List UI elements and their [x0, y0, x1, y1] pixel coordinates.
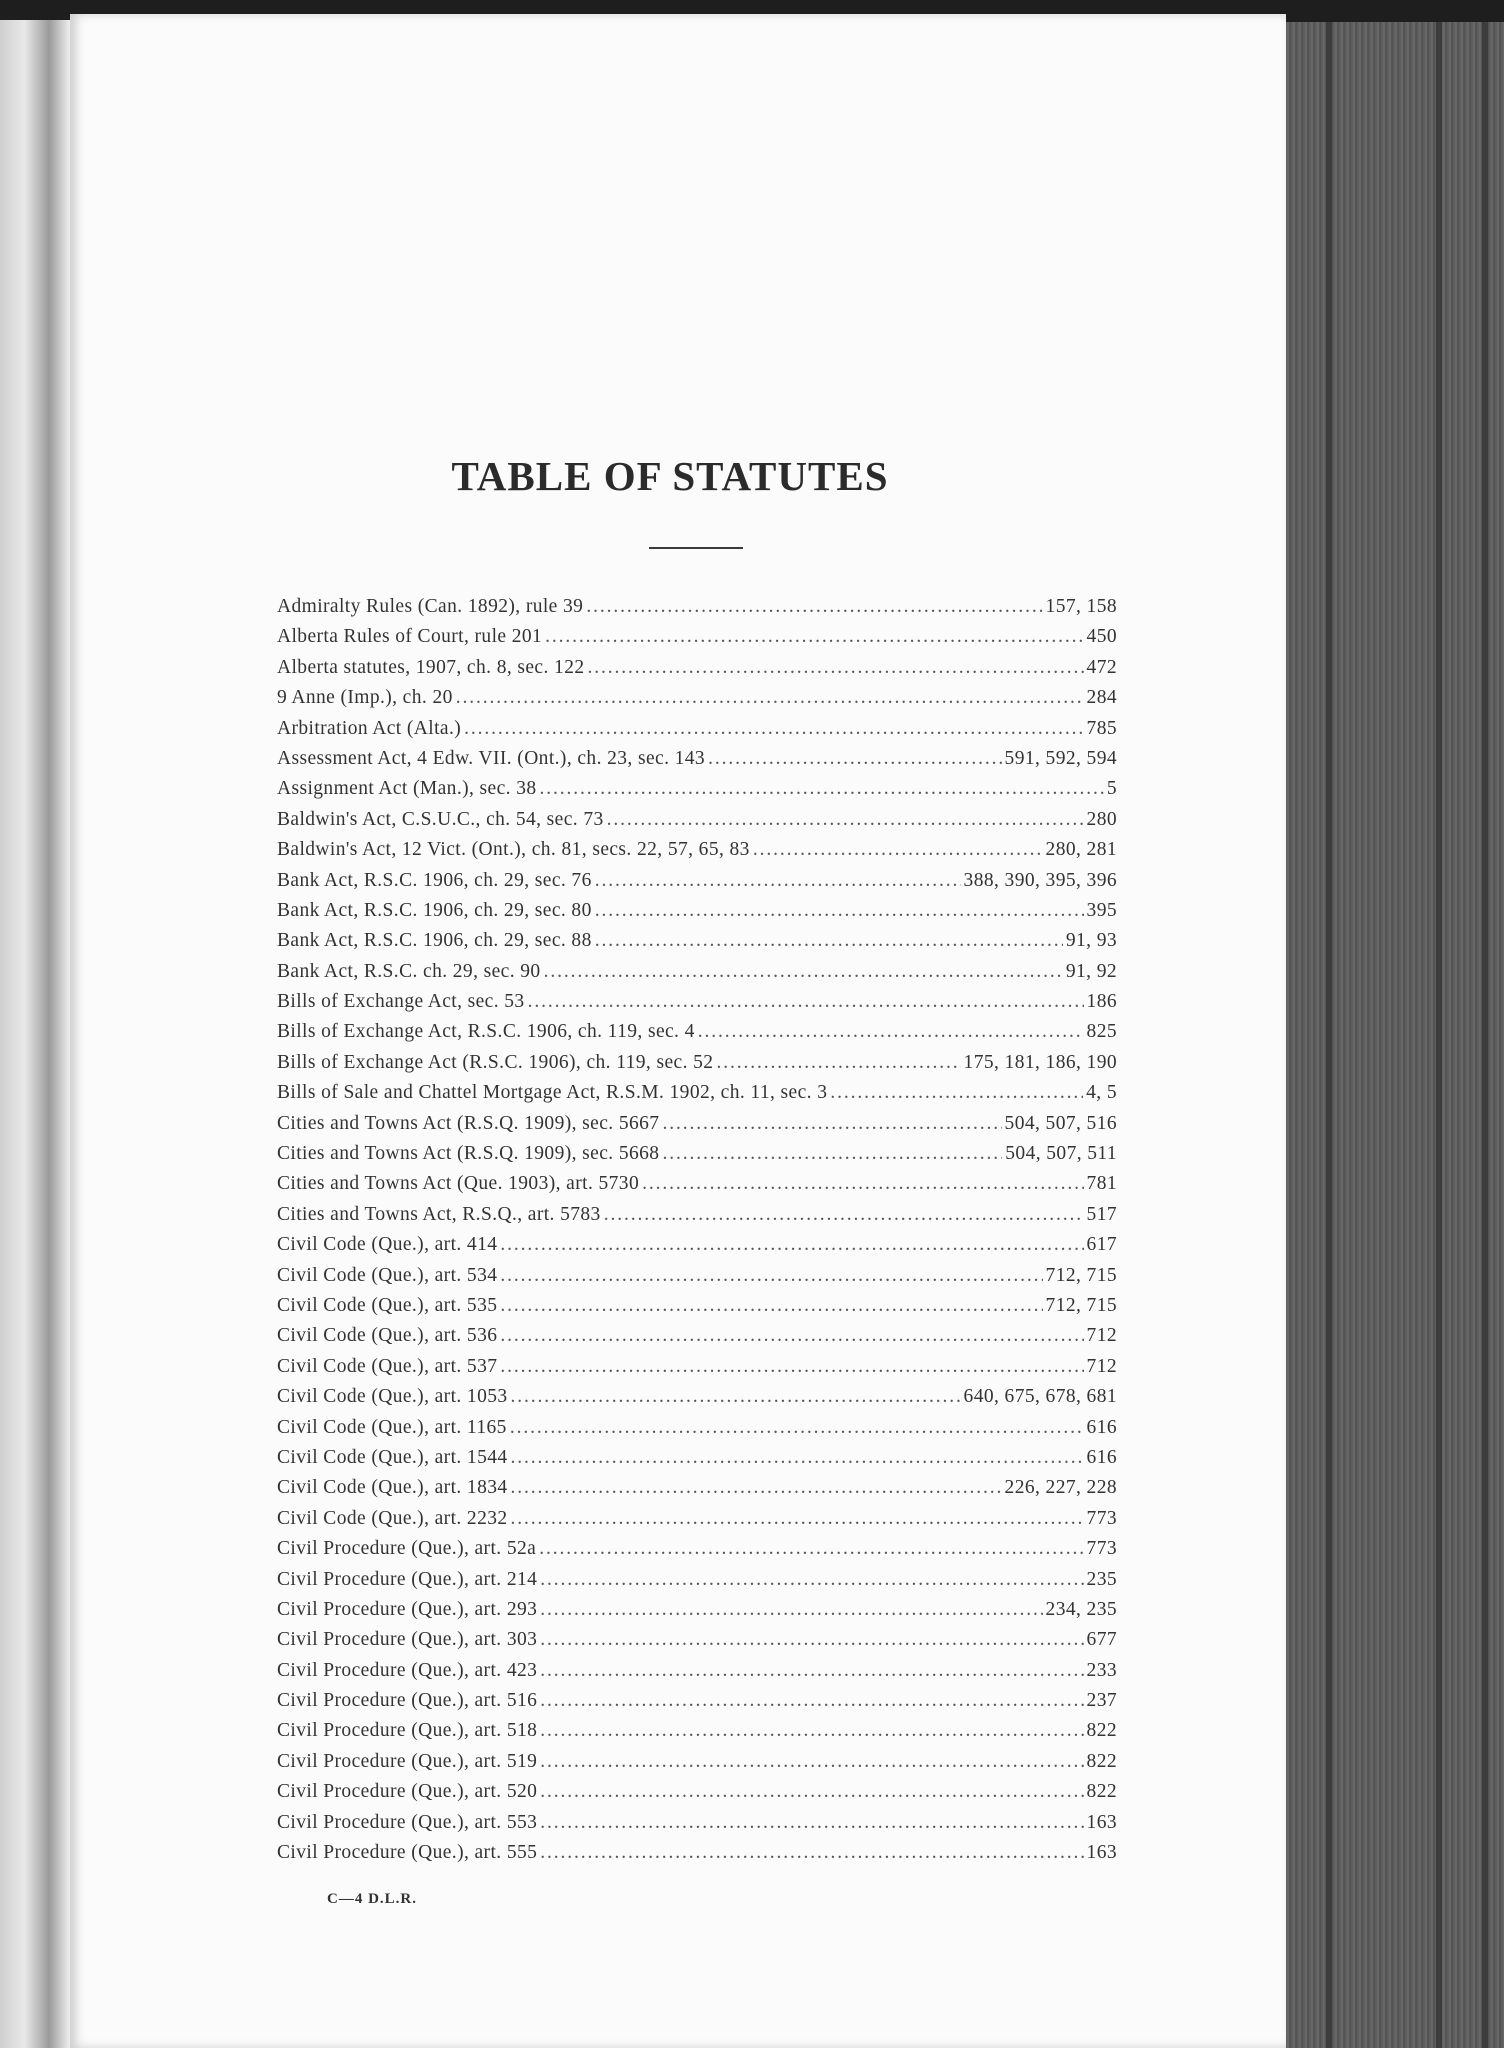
statute-entry: [277, 1109, 1117, 1139]
page-references: 237: [1086, 1690, 1117, 1712]
page-title: TABLE OF STATUTES: [451, 453, 889, 499]
page-references: 157, 158: [1045, 596, 1117, 617]
statute-name: Bills of Exchange Act, sec. 53: [277, 991, 525, 1013]
statute-name: Bank Act, R.S.C. 1906, ch. 29, sec. 80: [277, 899, 592, 921]
statute-name: Bills of Exchange Act (R.S.C. 1906), ch. 119, sec. 52: [277, 1051, 714, 1073]
statute-name: Civil Code (Que.), art. 1834: [277, 1477, 508, 1499]
dot-leader: [500, 1261, 1042, 1291]
dot-leader: [540, 1777, 1083, 1807]
dot-leader: [528, 987, 1084, 1017]
dot-leader: [511, 1443, 1084, 1473]
statute-name: Civil Procedure (Que.), art. 520: [277, 1781, 538, 1803]
statute-entry: [277, 1413, 1117, 1443]
dot-leader: [588, 653, 1084, 683]
title-rule: [649, 547, 743, 549]
page-references: 517: [1086, 1203, 1117, 1225]
page-references: 4, 5: [1086, 1082, 1117, 1104]
page-references: 781: [1086, 1173, 1117, 1195]
statute-name: Alberta Rules of Court, rule 201: [277, 626, 543, 648]
statute-entry: [277, 835, 1117, 865]
dot-leader: [604, 1200, 1084, 1230]
statute-name: Civil Procedure (Que.), art. 519: [277, 1750, 538, 1772]
page-references: 640, 675, 678, 681: [963, 1386, 1117, 1408]
statute-name: Cities and Towns Act (Que. 1903), art. 5730: [277, 1173, 640, 1195]
page-references: 284: [1086, 687, 1117, 709]
statute-entry: [277, 622, 1117, 652]
statute-entry: [277, 926, 1117, 956]
statute-entry: [277, 1078, 1117, 1108]
page-references: 395: [1086, 899, 1117, 921]
page-references: 472: [1086, 656, 1117, 678]
statute-name: Alberta statutes, 1907, ch. 8, sec. 122: [277, 656, 585, 678]
page-references: 712, 715: [1045, 1294, 1117, 1316]
statute-name: Baldwin's Act, 12 Vict. (Ont.), ch. 81, secs. 22, 57, 65, 83: [277, 839, 750, 861]
dot-leader: [595, 926, 1063, 956]
dot-leader: [539, 1534, 1083, 1564]
page-references: 785: [1086, 717, 1117, 739]
dot-leader: [510, 1413, 1084, 1443]
statute-name: Civil Code (Que.), art. 1544: [277, 1446, 508, 1468]
page-references: 822: [1086, 1720, 1117, 1742]
statute-name: Civil Procedure (Que.), art. 516: [277, 1690, 538, 1712]
dot-leader: [698, 1017, 1084, 1047]
statute-name: Arbitration Act (Alta.): [277, 717, 462, 739]
dot-leader: [544, 957, 1063, 987]
page-references: 712, 715: [1045, 1264, 1117, 1286]
statute-name: Civil Code (Que.), art. 1165: [277, 1416, 507, 1438]
statute-entry: [277, 1534, 1117, 1564]
page-references: 91, 93: [1065, 930, 1117, 952]
statute-entry: [277, 653, 1117, 683]
dot-leader: [540, 1595, 1042, 1625]
statute-name: Civil Procedure (Que.), art. 553: [277, 1811, 538, 1833]
page-references: 186: [1086, 991, 1117, 1013]
statute-entry: [277, 1382, 1117, 1412]
page-references: 825: [1086, 1021, 1117, 1043]
statute-name: Civil Code (Que.), art. 535: [277, 1294, 498, 1316]
page-references: 617: [1086, 1234, 1117, 1256]
statute-entry: [277, 714, 1117, 744]
page-references: 616: [1086, 1446, 1117, 1468]
statute-entry: [277, 683, 1117, 713]
statute-entry: [277, 1595, 1117, 1625]
statute-name: Assessment Act, 4 Edw. VII. (Ont.), ch. 23, sec. 143: [277, 747, 706, 769]
statute-list: [277, 592, 1117, 1868]
statute-name: Admiralty Rules (Can. 1892), rule 39: [277, 596, 584, 617]
dot-leader: [500, 1352, 1083, 1382]
dot-leader: [511, 1473, 1002, 1503]
page-references: 504, 507, 511: [1005, 1143, 1117, 1165]
statute-name: 9 Anne (Imp.), ch. 20: [277, 687, 453, 709]
statute-name: Civil Procedure (Que.), art. 214: [277, 1568, 538, 1590]
dot-leader: [511, 1504, 1084, 1534]
dot-leader: [540, 774, 1104, 804]
dot-leader: [500, 1230, 1083, 1260]
statute-entry: [277, 1017, 1117, 1047]
left-page-edge: [0, 20, 70, 2048]
dot-leader: [642, 1169, 1083, 1199]
dot-leader: [662, 1139, 1002, 1169]
page-references: 591, 592, 594: [1004, 747, 1117, 769]
page-references: 388, 390, 395, 396: [963, 869, 1117, 891]
page-references: 822: [1086, 1781, 1117, 1803]
statute-entry: [277, 805, 1117, 835]
statute-entry: [277, 1352, 1117, 1382]
page-references: 712: [1086, 1325, 1117, 1347]
statute-entry: [277, 1625, 1117, 1655]
dot-leader: [662, 1109, 1001, 1139]
statute-name: Assignment Act (Man.), sec. 38: [277, 778, 537, 800]
dot-leader: [830, 1078, 1083, 1108]
statute-name: Cities and Towns Act, R.S.Q., art. 5783: [277, 1203, 601, 1225]
dot-leader: [540, 1565, 1083, 1595]
dot-leader: [540, 1838, 1083, 1868]
page-references: 235: [1086, 1568, 1117, 1590]
statute-entry: [277, 1321, 1117, 1351]
statute-name: Civil Code (Que.), art. 534: [277, 1264, 498, 1286]
statute-entry: [277, 1291, 1117, 1321]
statute-entry: [277, 1504, 1117, 1534]
dot-leader: [540, 1747, 1083, 1777]
page-references: 280, 281: [1045, 839, 1117, 861]
statute-entry: [277, 866, 1117, 896]
statute-name: Civil Code (Que.), art. 414: [277, 1234, 498, 1256]
statute-entry: [277, 744, 1117, 774]
statute-entry: [277, 1048, 1117, 1078]
page-references: 234, 235: [1045, 1598, 1117, 1620]
dot-leader: [545, 622, 1083, 652]
dot-leader: [595, 866, 961, 896]
statute-name: Civil Procedure (Que.), art. 518: [277, 1720, 538, 1742]
page-references: 616: [1086, 1416, 1117, 1438]
statute-entry: [277, 1200, 1117, 1230]
statute-entry: [277, 1777, 1117, 1807]
dot-leader: [753, 835, 1043, 865]
statute-entry: [277, 896, 1117, 926]
page-references: 175, 181, 186, 190: [963, 1051, 1117, 1073]
page-references: 280: [1086, 808, 1117, 830]
dot-leader: [464, 714, 1083, 744]
page-references: 233: [1086, 1659, 1117, 1681]
page-references: 773: [1086, 1538, 1117, 1560]
page-references: 91, 92: [1065, 960, 1117, 982]
dot-leader: [540, 1716, 1083, 1746]
statute-entry: [277, 1230, 1117, 1260]
statute-name: Civil Procedure (Que.), art. 423: [277, 1659, 538, 1681]
statute-entry: [277, 1747, 1117, 1777]
dot-leader: [540, 1656, 1083, 1686]
statute-name: Civil Procedure (Que.), art. 303: [277, 1629, 538, 1651]
statute-entry: [277, 1716, 1117, 1746]
page-references: 163: [1086, 1842, 1117, 1864]
statute-entry: [277, 1656, 1117, 1686]
statute-name: Civil Code (Que.), art. 536: [277, 1325, 498, 1347]
statute-entry: [277, 957, 1117, 987]
dot-leader: [500, 1321, 1083, 1351]
dot-leader: [586, 592, 1042, 622]
statute-entry: [277, 1261, 1117, 1291]
statute-entry: [277, 774, 1117, 804]
dot-leader: [456, 683, 1084, 713]
statute-entry: [277, 1473, 1117, 1503]
statute-name: Bank Act, R.S.C. 1906, ch. 29, sec. 88: [277, 930, 592, 952]
page-references: 5: [1106, 778, 1117, 800]
statute-name: Civil Procedure (Que.), art. 52a: [277, 1538, 537, 1560]
statute-name: Civil Code (Que.), art. 537: [277, 1355, 498, 1377]
page-references: 450: [1086, 626, 1117, 648]
statute-name: Civil Procedure (Que.), art. 293: [277, 1598, 538, 1620]
statute-entry: [277, 1808, 1117, 1838]
statute-name: Civil Procedure (Que.), art. 555: [277, 1842, 538, 1864]
dot-leader: [511, 1382, 961, 1412]
page-references: 822: [1086, 1750, 1117, 1772]
dot-leader: [595, 896, 1084, 926]
dot-leader: [708, 744, 1001, 774]
dot-leader: [607, 805, 1084, 835]
page-stack-edge: [1286, 22, 1504, 2048]
statute-entry: [277, 1443, 1117, 1473]
statute-name: Cities and Towns Act (R.S.Q. 1909), sec. 5668: [277, 1143, 660, 1165]
statute-name: Bills of Exchange Act, R.S.C. 1906, ch. 119, sec. 4: [277, 1021, 695, 1043]
statute-entry: [277, 592, 1117, 622]
statute-name: Bank Act, R.S.C. 1906, ch. 29, sec. 76: [277, 869, 592, 891]
statute-entry: [277, 1565, 1117, 1595]
dot-leader: [540, 1625, 1083, 1655]
statute-entry: [277, 1686, 1117, 1716]
signature-mark: C—4 D.L.R.: [327, 1891, 418, 1907]
statute-name: Bank Act, R.S.C. ch. 29, sec. 90: [277, 960, 541, 982]
dot-leader: [540, 1686, 1083, 1716]
statute-name: Civil Code (Que.), art. 1053: [277, 1386, 508, 1408]
statute-name: Bills of Sale and Chattel Mortgage Act, R.S.M. 1902, ch. 11, sec. 3: [277, 1082, 828, 1104]
page-references: 226, 227, 228: [1004, 1477, 1117, 1499]
page-references: 677: [1086, 1629, 1117, 1651]
dot-leader: [500, 1291, 1042, 1321]
statute-entry: [277, 1169, 1117, 1199]
statute-name: Baldwin's Act, C.S.U.C., ch. 54, sec. 73: [277, 808, 604, 830]
statute-entry: [277, 987, 1117, 1017]
statute-entry: [277, 1838, 1117, 1868]
page-references: 773: [1086, 1507, 1117, 1529]
page-references: 504, 507, 516: [1004, 1112, 1117, 1134]
dot-leader: [540, 1808, 1083, 1838]
dot-leader: [716, 1048, 960, 1078]
statute-name: Civil Code (Que.), art. 2232: [277, 1507, 508, 1529]
statute-name: Cities and Towns Act (R.S.Q. 1909), sec. 5667: [277, 1112, 660, 1134]
page-references: 163: [1086, 1811, 1117, 1833]
page-references: 712: [1086, 1355, 1117, 1377]
book-page: [70, 14, 1286, 2048]
statute-entry: [277, 1139, 1117, 1169]
